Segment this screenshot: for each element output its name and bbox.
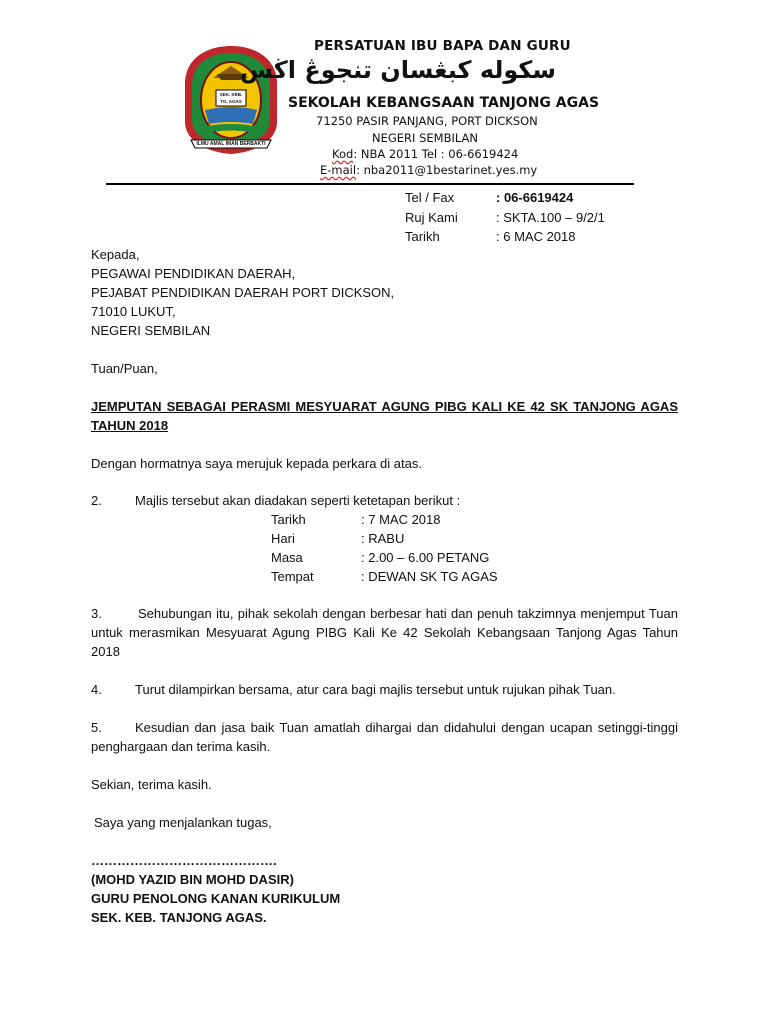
paragraph-2-text: Majlis tersebut akan diadakan seperti ketetapan berikut : <box>135 493 461 508</box>
paragraph-5-text: Kesudian dan jasa baik Tuan amatlah dihargai dan didahului dengan ucapan setinggi-tinggi penghargaan dan terima kasih. <box>91 720 678 754</box>
paragraph-3 <box>91 604 678 661</box>
code-tel-text: : NBA 2011 Tel : 06-6619424 <box>353 147 519 161</box>
opening-line: Dengan hormatnya saya merujuk kepada perkara di atas. <box>91 456 422 471</box>
letterhead-email <box>320 163 537 177</box>
recipient-line2: PEJABAT PENDIDIKAN DAERAH PORT DICKSON, <box>91 285 395 300</box>
ref-tel-label: Tel / Fax <box>405 190 455 205</box>
detail-day-value: : RABU <box>361 531 405 546</box>
paragraph-4-text: Turut dilampirkan bersama, atur cara bagi majlis tersebut untuk rujukan pihak Tuan. <box>135 682 616 697</box>
detail-date-label: Tarikh <box>271 512 306 527</box>
letterhead-address-line1: 71250 PASIR PANJANG, PORT DICKSON <box>316 114 538 128</box>
ref-tel-value: : 06-6619424 <box>496 190 574 205</box>
detail-venue-label: Tempat <box>271 569 314 584</box>
logo-motto: ILMU AMAL IMAN BERBAKTI <box>196 141 266 147</box>
detail-time-value: : 2.00 – 6.00 PETANG <box>361 550 490 565</box>
signatory-title: GURU PENOLONG KANAN KURIKULUM <box>91 891 341 906</box>
greeting: Tuan/Puan, <box>91 361 158 376</box>
signature-line: ……………………………………. <box>91 853 277 868</box>
paragraph-3-text: Sehubungan itu, pihak sekolah dengan berbesar hati dan penuh takzimnya menjemput Tuan untuk merasmikan Mesyuarat Agung PIBG Kali Ke 42 Sekolah Kebangsaan Tanjong Agas Tahun 2018 <box>91 606 678 659</box>
ref-ruj-value: : SKTA.100 – 9/2/1 <box>496 210 605 225</box>
paragraph-5-number: 5. <box>91 720 102 735</box>
recipient-line4: NEGERI SEMBILAN <box>91 323 211 338</box>
detail-venue-value: : DEWAN SK TG AGAS <box>361 569 498 584</box>
signatory-school: SEK. KEB. TANJONG AGAS. <box>91 910 267 925</box>
ref-date-label: Tarikh <box>405 229 440 244</box>
ref-date-value: : 6 MAC 2018 <box>496 229 576 244</box>
letterhead-address-line2: NEGERI SEMBILAN <box>372 131 478 145</box>
paragraph-5 <box>91 718 678 756</box>
detail-date-value: : 7 MAC 2018 <box>361 512 441 527</box>
letterhead-school-name: SEKOLAH KEBANGSAAN TANJONG AGAS <box>288 95 600 111</box>
detail-day-label: Hari <box>271 531 295 546</box>
paragraph-3-number: 3. <box>91 606 102 621</box>
recipient-line1: PEGAWAI PENDIDIKAN DAERAH, <box>91 266 296 281</box>
letterhead-divider <box>106 183 634 185</box>
recipient-line3: 71010 LUKUT, <box>91 304 176 319</box>
email-label: E-mail <box>320 163 357 177</box>
paragraph-4-number: 4. <box>91 682 102 697</box>
detail-time-label: Masa <box>271 550 303 565</box>
code-label: Kod <box>332 147 354 161</box>
letter-subject: JEMPUTAN SEBAGAI PERASMI MESYUARAT AGUNG PIBG KALI KE 42 SK TANJONG AGAS TAHUN 2018 <box>91 399 678 433</box>
ref-ruj-label: Ruj Kami <box>405 210 458 225</box>
closing-thanks: Sekian, terima kasih. <box>91 777 212 792</box>
recipient-to: Kepada, <box>91 247 140 262</box>
letterhead-code-tel <box>332 147 518 161</box>
closing-duty: Saya yang menjalankan tugas, <box>94 815 272 830</box>
paragraph-2-number: 2. <box>91 493 102 508</box>
letterhead-jawi-name: سکوله کبڠسان تنجوڠ اڬس <box>239 56 556 84</box>
email-address: : nba2011@1bestarinet.yes.my <box>356 163 538 177</box>
signatory-name: (MOHD YAZID BIN MOHD DASIR) <box>91 872 294 887</box>
letterhead-organization: PERSATUAN IBU BAPA DAN GURU <box>314 38 571 54</box>
logo-top-text: SEK. KEB. TG. AGAS <box>219 92 243 104</box>
